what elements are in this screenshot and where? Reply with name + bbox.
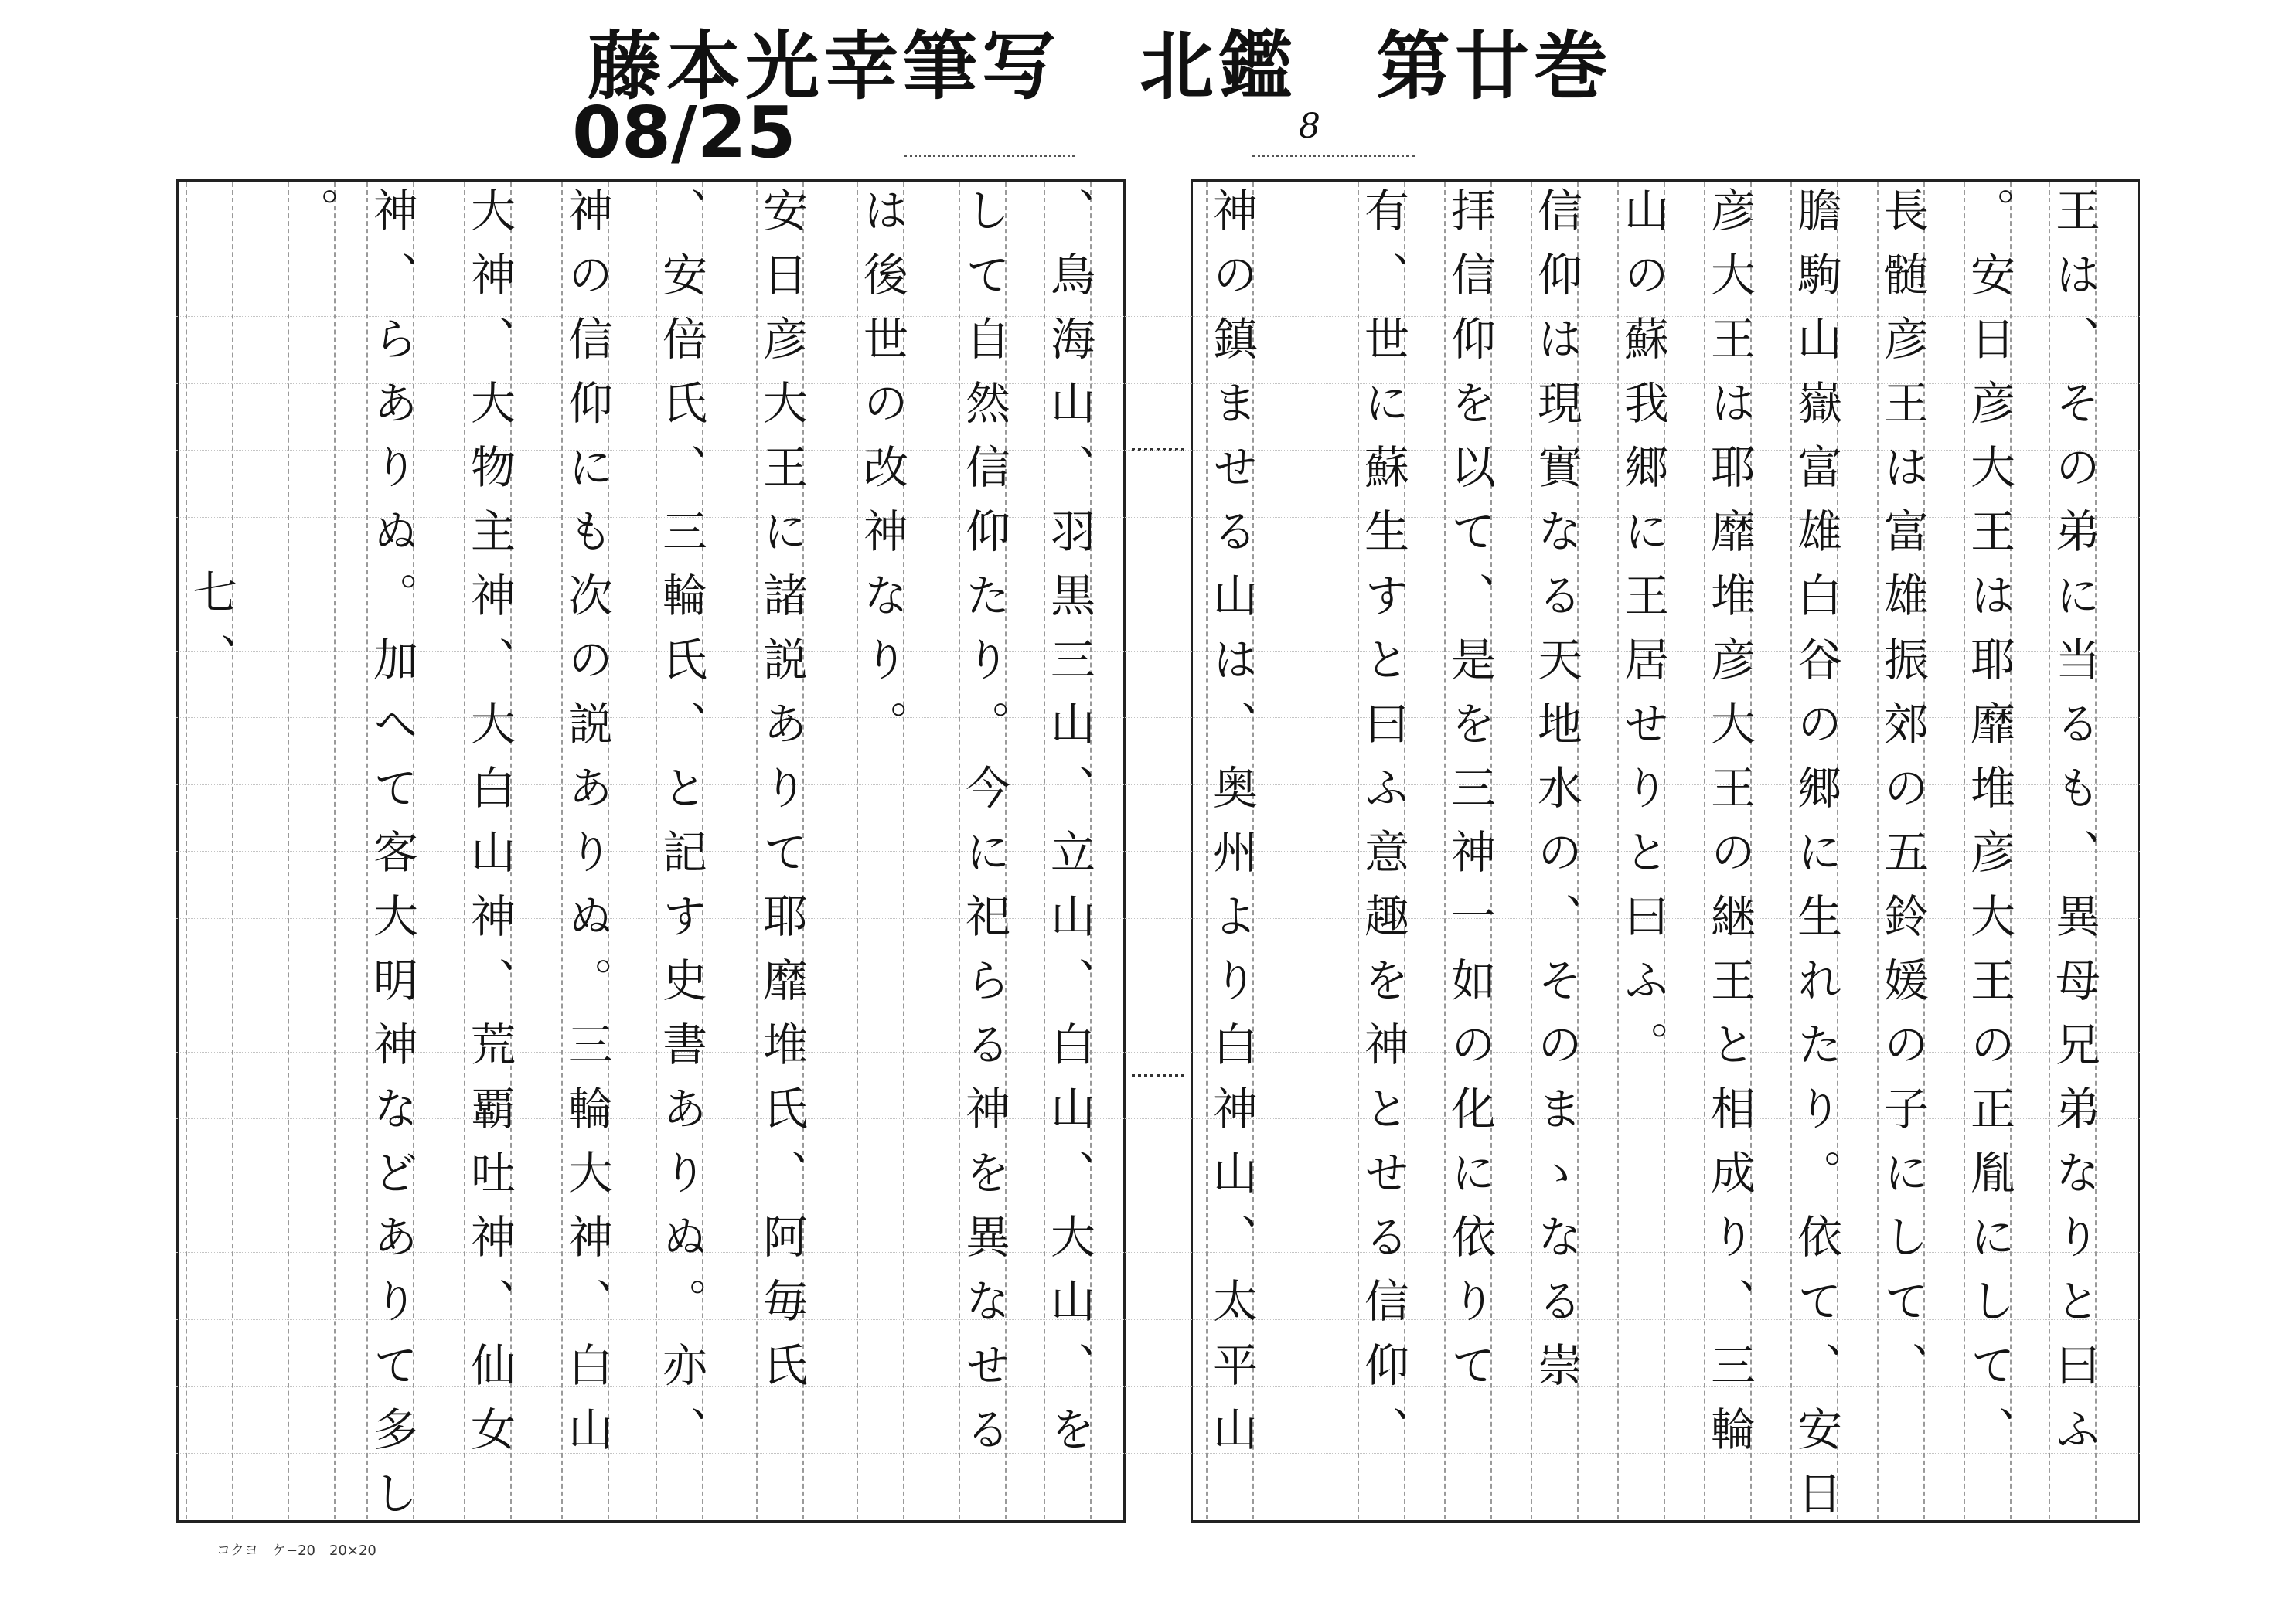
spine-mark: [1132, 1074, 1186, 1077]
column-text: 膽駒山嶽富雄白谷の郷に生れたり。依て、安日: [1790, 187, 1842, 1534]
header-date: 08/25: [572, 91, 796, 174]
top-dotted-mark: [904, 155, 1075, 158]
manuscript-column: [1963, 182, 2015, 1519]
column-text: 長髄彦王は富雄振郊の五鈴媛の子にして、: [1876, 187, 1929, 1406]
column-text: して自然信仰たり。今に祀らる神を異なせる: [958, 187, 1010, 1470]
column-text: 山の蘇我郷に王居せりと曰ふ。: [1616, 187, 1669, 1085]
manuscript-column: [655, 182, 707, 1519]
manuscript-column: [1530, 182, 1582, 1519]
top-dotted-mark: [1252, 155, 1415, 158]
manuscript-column: [1357, 182, 1409, 1519]
header-title: 藤本光幸筆写 北鑑 第廿巻: [588, 23, 1613, 110]
column-text: 神の信仰にも次の説ありぬ。三輪大神、白山: [560, 187, 613, 1470]
manuscript-column: [463, 182, 516, 1519]
column-text: 。安日彦大王は耶靡堆彦大王の正胤にして、: [1963, 187, 2015, 1470]
page-mark: 8: [1299, 107, 1320, 146]
column-text: 信仰は現實なる天地水の、そのまゝなる崇: [1530, 187, 1582, 1406]
column-text: 有、世に蘇生すと曰ふ意趣を神とせる信仰、: [1357, 187, 1409, 1470]
manuscript-column: [1205, 182, 1258, 1519]
manuscript-column: [958, 182, 1010, 1519]
column-text: は後世の改神なり。: [856, 187, 908, 764]
column-text: 、鳥海山、羽黒三山、立山、白山、大山、を: [1043, 187, 1095, 1470]
column-text: 、安倍氏、三輪氏、と記す史書ありぬ。亦、: [655, 187, 707, 1470]
column-text: 。: [287, 187, 339, 251]
manuscript-column: [1790, 182, 1842, 1534]
manuscript-column: [1876, 182, 1929, 1519]
manuscript-column: [1443, 182, 1496, 1519]
column-text: 大神、大物主神、大白山神、荒覇吐神、仙女: [463, 187, 516, 1470]
manuscript-column: [560, 182, 613, 1519]
manuscript-column: [1043, 182, 1095, 1519]
manuscript-column: [1703, 182, 1756, 1519]
column-text: 拝信仰を以て、是を三神一如の化に依りて: [1443, 187, 1496, 1406]
manuscript-column: [1616, 182, 1669, 1519]
column-text: 七、: [185, 569, 237, 697]
paper-footer: コクヨ ケ−20 20×20: [216, 1543, 376, 1559]
column-text: 王は、その弟に当るも、異母兄弟なりと曰ふ: [2048, 187, 2100, 1470]
column-text: 神の鎮ませる山は、奥州より白神山、太平山: [1205, 187, 1258, 1470]
column-text: 安日彦大王に諸説ありて耶靡堆氏、阿毎氏: [755, 187, 808, 1406]
manuscript-column: [185, 182, 237, 1519]
manuscript-column: [755, 182, 808, 1519]
column-text: 彦大王は耶靡堆彦大王の継王と相成り、三輪: [1703, 187, 1756, 1470]
manuscript-column: [366, 182, 418, 1534]
column-text: 神、らありぬ。加へて客大明神などありて多し: [366, 187, 418, 1534]
manuscript-column: [2048, 182, 2100, 1519]
manuscript-column: [856, 182, 908, 1519]
manuscript-column: [287, 182, 339, 1519]
